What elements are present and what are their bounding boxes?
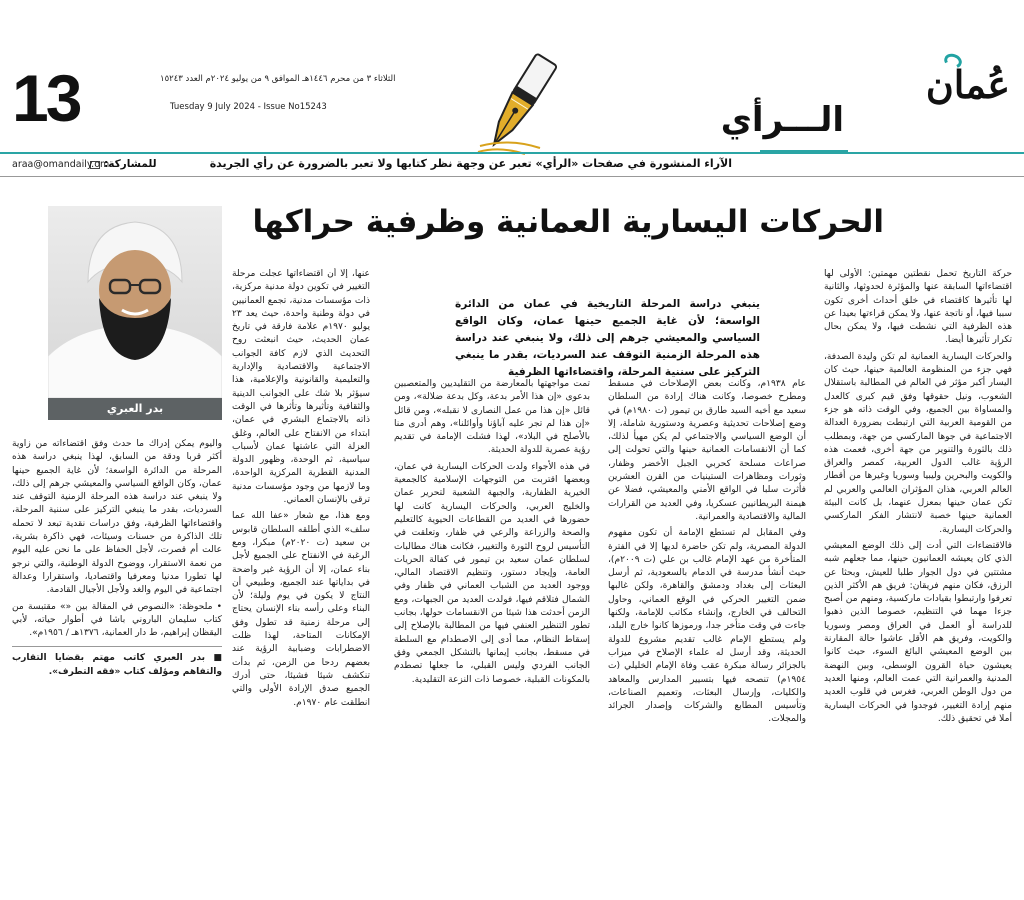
header-rule xyxy=(0,176,1024,177)
opinion-disclaimer: الآراء المنشورة في صفحات «الرأي» تعبر عن وجهة نظر كتابها ولا تعبر بالضرورة عن رأي الجريدة xyxy=(209,157,732,170)
paragraph: حركة التاريخ تحمل نقطتين مهمتين: الأولى لها اقتضاءاتها السابقة عنها والمؤثرة لحدوثها، والثانية لها تأثيرها كاقتضاء في خلق أحداث أخرى تكون سببا فيها، أو ناتجة عنها، ولا يمكن قراءتها بعيدا عن هذه الظرفية التي نشطت فيها، ولا يمكن بحال تكرار تأثيرها أيضا. xyxy=(824,269,1012,346)
issue-date-arabic: الثلاثاء ٣ من محرم ١٤٤٦هـ الموافق ٩ من يوليو ٢٠٢٤م العدد ١٥٢٤٣ xyxy=(160,74,396,84)
paragraph: ومع هذا، مع شعار «عفا الله عما سلف» الذي أطلقه السلطان قابوس بن سعيد (ت ٢٠٢٠م) مبكرا، ومع الرغبة في الانفتاح على الجميع لأجل بناء عمان، إلا أن الرؤية غير واضحة في بداياتها عند الجميع، وطبيعي أن النتاج لا يكون في يوم وليلة؛ لأن البناء وعلى رأسه بناء الإنسان يحتاج إلى مرحلة زمنية قد تطول وفق الإمكانات المتاحة، لهذا ظلت الاضطرابات وضبابية الرؤية عند بعضهم ردحا من الزمن، ثم بدأت تنكشف شيئا فشيئا، حتى أدرك الجميع صدق الإرادة الأولى والتي انطلقت عام ١٩٧٠م. xyxy=(232,511,370,708)
article-column-5 xyxy=(12,438,222,894)
paragraph: تمت مواجهتها بالمعارضة من التقليديين والمتعصبين بدعوى «إن هذا الأمر بدعة، وكل بدعة ضلالة»، ومن قائل «إن هذا من عمل النصارى لا نقبله»، ومن قائل «إن هذا لم تجر عليه آباؤنا وأوائلنا»، وهم أدرى منا بالأصلح في البلاد»، لهذا فشلت الإمامة في تقديم رؤية عصرية للدولة الحديثة. xyxy=(394,379,590,456)
paragraph: واليوم يمكن إدراك ما حدث وفق اقتضاءاته من زاوية أكثر قربا ودقة من السابق، لهذا ينبغي دراسة هذه المرحلة من الدائرة الواسعة؛ لأن غاية الجميع حينها عمان، وكان الواقع السياسي والمعيشي جرهم إلى ذلك، ولا ينبغي عند دراسة هذه المرحلة الزمنية التوقف عند السرديات، بقدر ما ينبغي التركيز على سننية المرحلة، واقتضاءاتها الظرفية، وفق دراسات نقدية تبعد لا تحمله تلك الذاكرة من حسنات وسيئات، فهي ذاكرة بشرية، عالت أم قصرت، لأجل الحفاظ على ما نحن عليه اليوم من نعمة الاستقرار، ووضوح الدولة الوطنية، والتي نرجو لها تطورا مدنيا ومعرفيا واقتصاديا، واستقرارا وعدالة اجتماعية في اليوم والغد ولأجل الأجيال القادمة. xyxy=(12,439,222,596)
author-name: بدر العبري xyxy=(48,398,222,420)
article-column-4 xyxy=(232,268,370,894)
paragraph: فالاقتضاءات التي أدت إلى ذلك الوضع المعيشي الذي كان يعيشه العمانيون حينها، مما جعلهم شبه مشتتين في دول الجوار طلبا للعيش، وبحثا عن الرزق، فكان منهم فريقان: فريق هم الأكثر الذين تعرفوا وارتبطوا بقيادات ماركسية، ومنهم من أصبح جزءا مهما في التنظيم، خصوصا الذين ذهبوا للدراسة أو العمل في العراق ومصر وسوريا والكويت، وفريق هم الأقل عاشوا حالة المقارنة بين الوضع المعيشي البائغ السوء، حيث كانوا يعيشون حياة القرون الوسطى، وبين النهضة المدنية والعمرانية التي عمت العالم، ومنها العديد من دول الوطن العربي، فغرس في قلوب العديد منهم إرادة التغيير، فوجدوا في الحركات اليسارية أملا في تحقيق ذلك. xyxy=(824,540,1012,724)
author-portrait-icon xyxy=(48,206,222,398)
section-title: الـــرأي xyxy=(720,100,844,140)
author-photo xyxy=(48,206,222,398)
paragraph: في هذه الأجواء ولدت الحركات اليسارية في عمان، وبعضها اقتربت من التوجهات الإسلامية كالجمعية الخيرية الظفارية، والجبهة الشعبية لتحرير عمان والخليج العربي، والحركات اليسارية كانت لها حضورها في العديد من القطاعات الحيوية كالتعليم والصحة والزراعة والرعي في ظفار، وتعلقت في التأسيس لروح الثورة والتغيير، فكانت هناك مطالبات لسلطان عمان سعيد بن تيمور في كفالة الحريات العامة، وإيجاد دستور، وتنظيم الاقتصاد المالي، ووجود العديد من الشباب العماني في ظفار وفي الشمال فتلاقم فيها، فولدت العديد من الجبهات، ومع الزمن أحدثت هذا شيئا من الانقسامات حولها، بجانب تطور التنظير العنفي فيها من المطالبة بالإصلاح إلى إسقاط النظام، مما أدى إلى الاصطدام مع السلطة في مسقط، بجانب إيمانها بالتشكل الجمعي وفق الجانب الفردي وليس القبلي، ما جعلها تصطدم بالمكونات القبلية، خصوصا ذات النزعة التقليدية. xyxy=(394,461,590,685)
article-column-3 xyxy=(394,378,590,894)
logo-text: عُمان xyxy=(925,62,1010,107)
article-column-1 xyxy=(824,268,1012,894)
footnote: • ملحوظة: «النصوص في المقالة بين «» مقتبسة من كتاب سليمان الباروني باشا في أطوار حياته، لأبي اليقظان إبراهيم، ط دار العمانية، ١٣٧٦هـ / ١٩٥٦م». xyxy=(12,601,222,639)
fountain-pen-icon xyxy=(470,50,570,156)
page-number: 13 xyxy=(12,61,80,135)
article-headline: الحركات اليسارية العمانية وظرفية حراكها xyxy=(252,204,884,240)
paragraph: وفي المقابل لم تستطع الإمامة أن تكون مفهوم الدولة المصرية، ولم تكن حاضرة لديها إلا في الفترة المتأخرة من عهد الإمام غالب بن علي (ت ٢٠٠٩م)، حيث أنشأ مدرسة في الدمام بالسعودية، ثم أرسل البعثات إلى بغداد ودمشق والقاهرة، ولكن غالبها ضمن التغيير الحركي في الوقع العماني، وحاول التحالف في الخارج، وإنشاء مكاتب للإمامة، ولكنها جاءت في وقت متأخر جدا، ورموزها كانوا خارج البلد، ولم يستطع الإمام غالب تقديم مشروع للدولة الحديثة، وقد أرسل له علماء الإصلاح في ميزاب بالجزائر رسالة مبكرة عقب وفاة الإمام الخليلي (ت ١٩٥٤م) تنصحه فيها بتسيير المدارس والمعاهد والكليات، وإرسال البعثات، وتعميم الصناعات، وتأسيس المطابع والشركات وإصدار الجرائد والمجلات. xyxy=(608,528,806,725)
paragraph: عام ١٩٣٨م، وكانت بعض الإصلاحات في مسقط ومطرح خصوصا، وكانت هناك إرادة من السلطان سعيد مع أخيه السيد طارق بن تيمور (ت ١٩٨٠م) في وضع إصلاحات تحديثية وعصرية ودستورية شاملة، إلا أن الوضع السياسي والاجتماعي لم يكن مهيأ لذلك، كما أن الانقسامات العمانية حينها والتي تحولت إلى صراعات مسلحة كحربي الجبل الأخضر وظفار، وثورات ومظاهرات الستينيات من القرن العشرين فأثرت سلبا في الواقع الأمني والمعيشي، فضلا عن هيمنة البريطانيين عسكريا، وفي العديد من القرارات المالية والاقتصادية والعمرانية. xyxy=(608,379,806,522)
article-column-2 xyxy=(608,378,806,894)
paragraph: والحركات اليسارية العمانية لم تكن وليدة الصدفة، فهي جزء من المنظومة العالمية حينها، حيث كان اليسار أكبر مؤثر في العالم في المطالبة باستقلال الشعوب، ونيل حقوقها وفق قيم كبرى كالعدل والمساواة بين الجميع، وفي الوقت ذاته هو جزء من القومية العربية التي ارتبطت بضرورة العدالة الاجتماعية في جوها الماركسي من جهة، وبمطلب ذلك بالثورة والتنوير من جهة أخرى، فعمت هذه الرؤية غالب الدول العربية، كمصر والعراق والكويت والبحرين وليبيا وسوريا وغيرها من أقطار العالم العربي، هذان المؤثران العالمي والعربي لم تكن عمان حينها بمعزل عنهما، بل كانت البيئة العمانية حينها خصبة لانتشار الفكر الماركسي والحركات اليسارية. xyxy=(824,351,1012,535)
newspaper-logo xyxy=(900,54,1010,116)
issue-date-english: Tuesday 9 July 2024 - Issue No15243 xyxy=(170,102,327,112)
paragraph: عنها، إلا أن اقتضاءاتها عجلت مرحلة التغيير في تكوين دولة مدنية مركزية، ذات مؤسسات مدنية، تجمع العمانيين في دولة وطنية واحدة، حيث يعد ٢٣ يوليو ١٩٧٠م علامة فارقة في تاريخ عمان الحديث، حيث انبعثت روح التحديث الذي لازم كافة الجوانب الاجتماعية والاقتصادية والإدارية والتعليمية والقانونية والإعلامية، هذا سيؤثر بلا شك على الجوانب الدينية والثقافية وتأثيرها وتأثرها في الوقت ذاته بالاجتماع البشري في عمان، ابتداء من الانفتاح على العالم، وغلق العزلة التي عاشتها عمان لأسباب سياسية، ثم الوحدة، وظهور الدولة المدنية القطرية المركزية الواحدة، وما لازمها من وجود مؤسسات مدنية ترقى بالإنسان العماني. xyxy=(232,269,370,506)
contact-label: للمشاركة: xyxy=(104,158,157,170)
author-bio: ■ بدر العبري كاتب مهتم بقضايا التقارب والتفاهم ومؤلف كتاب «فقه التطرف». xyxy=(12,646,222,679)
pull-quote: ينبغي دراسة المرحلة التاريخية في عمان من الدائرة الواسعة؛ لأن غاية الجميع حينها عمان، وكان الواقع السياسي والمعيشي جرهم إلى ذلك، ولا ينبغي عند دراسة هذه المرحلة الزمنية التوقف عند السرديات، بقدر ما ينبغي التركيز على سننية المرحلة، واقتضاءاتها الظرفية xyxy=(455,298,760,378)
masthead-divider xyxy=(0,152,1024,154)
contact-email-link[interactable]: araa@omandaily.om xyxy=(12,159,110,170)
